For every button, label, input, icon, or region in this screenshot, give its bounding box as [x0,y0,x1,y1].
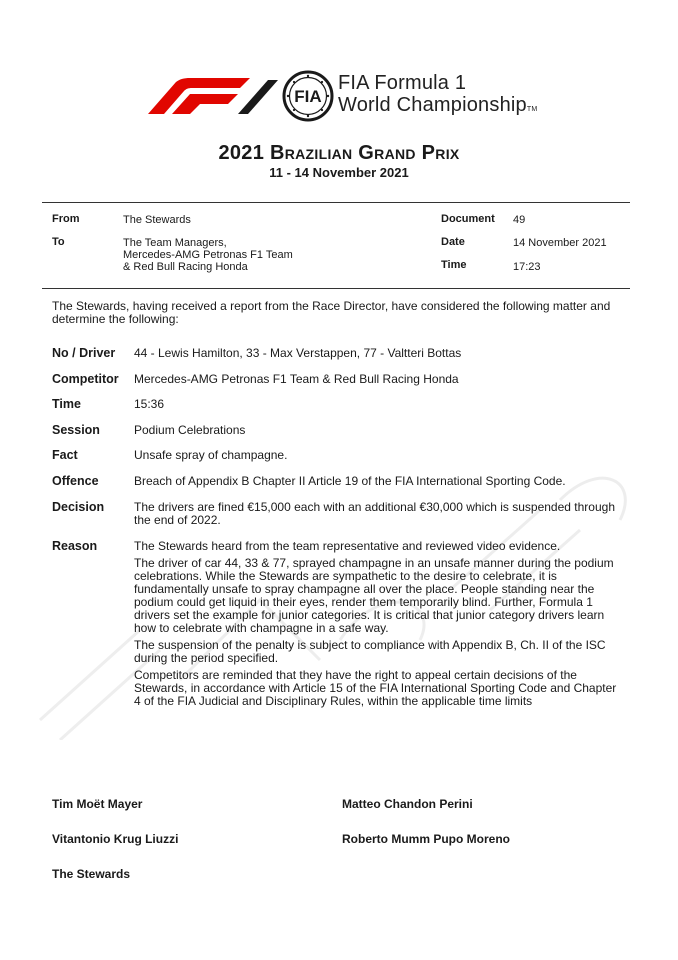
fact-value: Unsafe spray of champagne. [134,448,288,462]
reason-body [134,540,618,712]
date-label: Date [441,236,465,248]
to-line-3: & Red Bull Racing Honda [123,261,248,273]
steward-4-name: Roberto Mumm Pupo Moreno [342,832,510,846]
to-line-1: The Team Managers, [123,237,227,249]
grand-prix-title [0,142,678,165]
grand-prix-dates: 11 - 14 November 2021 [269,165,409,180]
driver-value: 44 - Lewis Hamilton, 33 - Max Verstappen, 77 - Valtteri Bottas [134,346,462,360]
f1-fia-logo [142,66,562,126]
steward-2-name: Matteo Chandon Perini [342,797,473,811]
f1-logo-icon [142,78,278,114]
logo-line-2-text: World Championship [338,94,527,116]
intro-paragraph: The Stewards, having received a report from the Race Director, have considered the following matter and determine the following: [52,299,611,326]
driver-label: No / Driver [52,346,116,360]
reason-paragraph-2: The driver of car 44, 33 & 77, sprayed champagne in an unsafe manner during the podium celebrations. While the Stewards are sympathetic to the desire to celebrate, it is fundamentally unsafe to spray champagne all over the place. People standing near the podium could get liquid in their eyes, render them temporarily blind. Further, Formula 1 drivers set the example for junior categories. It is critical that junior category drivers learn how to celebrate with champagne in a safe way. [134,556,614,635]
svg-text:FIA: FIA [294,87,322,106]
decision-value: The drivers are fined €15,000 each with an additional €30,000 which is suspended through the end of 2022. [134,500,615,527]
to-line-2: Mercedes-AMG Petronas F1 Team [123,249,293,261]
steward-1-name: Tim Moët Mayer [52,797,143,811]
session-value: Podium Celebrations [134,423,246,437]
logo-line-2 [338,94,537,117]
offence-label: Offence [52,474,99,488]
decision-label: Decision [52,500,105,514]
from-value: The Stewards [123,214,191,226]
steward-3-name: Vitantonio Krug Liuzzi [52,832,179,846]
document-value: 49 [513,214,526,226]
document-label: Document [441,213,495,225]
logo-line-1: FIA Formula 1 [338,72,467,94]
reason-paragraph-3: The suspension of the penalty is subject to compliance with Appendix B, Ch. II of the ISC during the period specified. [134,638,606,665]
reason-paragraph-4: Competitors are reminded that they have the right to appeal certain decisions of the Stewards, in accordance with Article 15 of the FIA International Sporting Code and Chapter 4 of the FIA Judicial and Disciplinary Rules, within the applicable time limits [134,668,617,708]
incident-time-value: 15:36 [134,397,165,411]
info-divider [42,288,630,289]
reason-label: Reason [52,539,98,553]
competitor-value: Mercedes-AMG Petronas F1 Team & Red Bull Racing Honda [134,372,459,386]
offence-value: Breach of Appendix B Chapter II Article 19 of the FIA International Sporting Code. [134,474,566,488]
from-label: From [52,213,80,225]
session-label: Session [52,423,100,437]
fact-label: Fact [52,448,78,462]
date-value: 14 November 2021 [513,237,607,249]
grand-prix-title-text: 2021 Brazilian Grand Prix [218,142,460,164]
time-value: 17:23 [513,261,541,273]
top-divider [42,202,630,203]
fia-seal-icon [282,70,334,122]
to-label: To [52,236,65,248]
stewards-footer: The Stewards [52,867,131,881]
trademark-mark: TM [526,106,538,113]
incident-time-label: Time [52,397,81,411]
competitor-label: Competitor [52,372,119,386]
reason-paragraph-1: The Stewards heard from the team representative and reviewed video evidence. [134,539,561,553]
time-label: Time [441,259,467,271]
